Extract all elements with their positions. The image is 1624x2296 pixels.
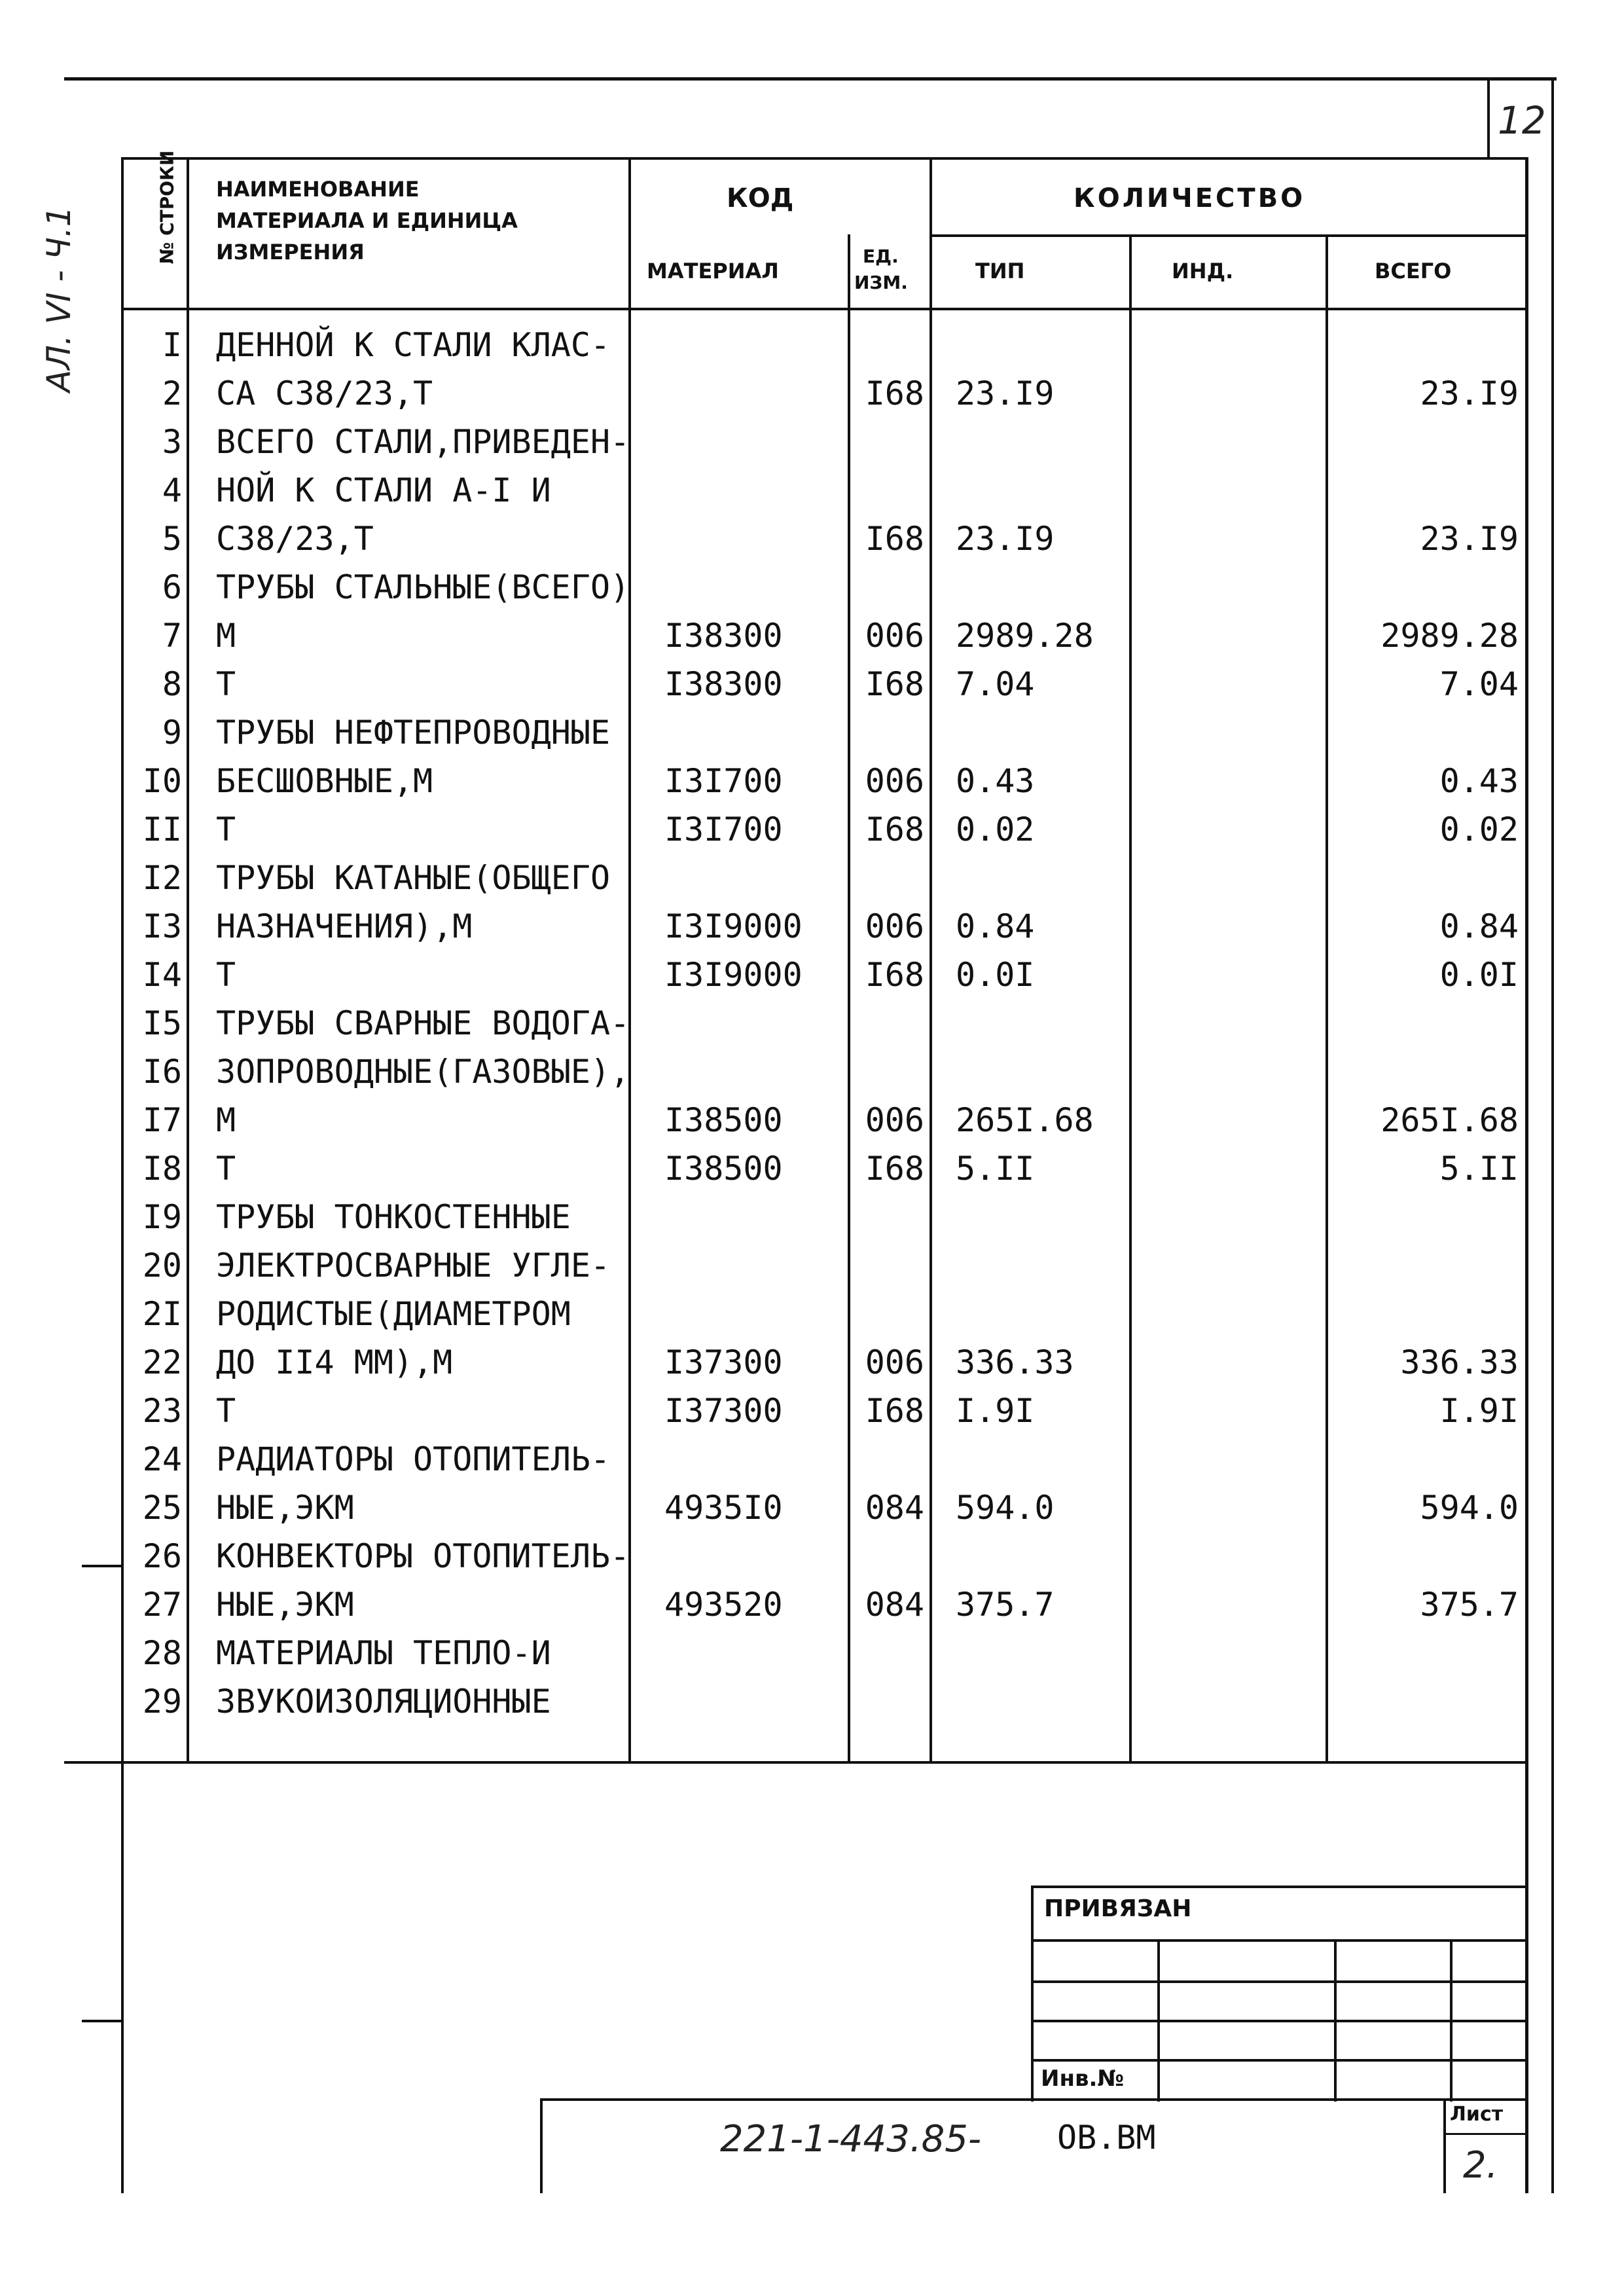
sheet-cell-left: [1443, 2098, 1446, 2193]
header-code: КОД: [727, 183, 794, 213]
material-name: ЗОПРОВОДНЫЕ(ГАЗОВЫЕ),: [216, 1053, 630, 1091]
material-code: I38500: [664, 1150, 783, 1188]
qty-type: 265I.68: [956, 1101, 1094, 1139]
material-name: Т: [216, 956, 236, 994]
row-number: 24: [142, 1440, 182, 1478]
header-type: ТИП: [975, 259, 1025, 283]
col-line-unit: [929, 157, 932, 1762]
row-number: 25: [142, 1489, 182, 1527]
stamp-line-1: [1031, 1939, 1528, 1942]
material-name: Т: [216, 1150, 236, 1188]
material-code: I3I700: [664, 762, 783, 800]
row-number: I9: [142, 1198, 182, 1236]
unit-code: I68: [865, 956, 924, 994]
qty-type: 5.II: [956, 1150, 1035, 1188]
unit-code: I68: [865, 811, 924, 848]
row-number: I0: [142, 762, 182, 800]
qty-total: 2989.28: [1380, 617, 1519, 655]
row-number: I3: [142, 907, 182, 945]
col-line-material: [848, 234, 850, 1762]
header-material: МАТЕРИАЛ: [647, 259, 779, 283]
material-name: ДО II4 ММ),М: [216, 1343, 453, 1381]
material-name: Т: [216, 1392, 236, 1430]
material-code: I38300: [664, 665, 783, 703]
stamp-vline-3: [1450, 1939, 1453, 2102]
material-name: Т: [216, 811, 236, 848]
corner-box-right-line: [1551, 77, 1554, 157]
doc-code-handwritten: 221-1-443.85-: [720, 2118, 982, 2160]
unit-code: 006: [865, 907, 924, 945]
col-line-ind: [1326, 234, 1328, 1762]
stamp-vline-1: [1157, 1939, 1160, 2102]
material-name: НЫЕ,ЭКМ: [216, 1489, 354, 1527]
row-number: I4: [142, 956, 182, 994]
material-code: 4935I0: [664, 1489, 783, 1527]
sheet-corner-number: 12: [1498, 98, 1546, 143]
material-name: НОЙ К СТАЛИ А-I И: [216, 471, 551, 509]
unit-code: I68: [865, 520, 924, 558]
header-name-line3: ИЗМЕРЕНИЯ: [216, 240, 365, 264]
material-code: I37300: [664, 1392, 783, 1430]
unit-code: 006: [865, 1101, 924, 1139]
table-bottom-line: [64, 1761, 1528, 1764]
unit-code: I68: [865, 374, 924, 412]
material-code: I38500: [664, 1101, 783, 1139]
stamp-linked-label: ПРИВЯЗАН: [1044, 1895, 1192, 1922]
unit-code: I68: [865, 1392, 924, 1430]
row-number: 22: [142, 1343, 182, 1381]
qty-type: 0.43: [956, 762, 1035, 800]
qty-total: 7.04: [1439, 665, 1519, 703]
row-number: I: [162, 326, 182, 364]
row-number: 2: [162, 374, 182, 412]
material-name: БЕСШОВНЫЕ,М: [216, 762, 433, 800]
material-name: МАТЕРИАЛЫ ТЕПЛО-И: [216, 1634, 551, 1672]
stamp-inv-no-label: Инв.№: [1041, 2066, 1125, 2092]
stamp-top-line: [1031, 1886, 1528, 1888]
qty-total: 5.II: [1439, 1150, 1519, 1188]
qty-type: 2989.28: [956, 617, 1094, 655]
top-border-line: [64, 77, 1557, 81]
qty-type: 594.0: [956, 1489, 1055, 1527]
material-name: ТРУБЫ СВАРНЫЕ ВОДОГА-: [216, 1004, 630, 1042]
row-number: 2I: [142, 1295, 182, 1333]
row-number: 7: [162, 617, 182, 655]
material-code: I37300: [664, 1343, 783, 1381]
qty-type: 0.02: [956, 811, 1035, 848]
qty-type: I.9I: [956, 1392, 1035, 1430]
row-number: 8: [162, 665, 182, 703]
row-number: 23: [142, 1392, 182, 1430]
material-name: ВСЕГО СТАЛИ,ПРИВЕДЕН-: [216, 423, 630, 461]
row-number: 29: [142, 1683, 182, 1721]
unit-code: I68: [865, 665, 924, 703]
row-number: 4: [162, 471, 182, 509]
row-number: 6: [162, 568, 182, 606]
row-number: 27: [142, 1586, 182, 1624]
material-name: М: [216, 617, 236, 655]
qty-type: 336.33: [956, 1343, 1074, 1381]
unit-code: 006: [865, 1343, 924, 1381]
header-name-line2: МАТЕРИАЛА И ЕДИНИЦА: [216, 208, 518, 233]
material-name: ТРУБЫ КАТАНЫЕ(ОБЩЕГО: [216, 859, 611, 897]
unit-code: 084: [865, 1489, 924, 1527]
row-number: 28: [142, 1634, 182, 1672]
row-number: I8: [142, 1150, 182, 1188]
qty-total: 336.33: [1400, 1343, 1519, 1381]
doc-line-top: [540, 2098, 1528, 2101]
header-row-no: № СТРОКИ: [156, 150, 178, 264]
outer-right-edge-line: [1551, 157, 1554, 2193]
unit-code: 006: [865, 762, 924, 800]
material-name: ЭЛЕКТРОСВАРНЫЕ УГЛЕ-: [216, 1247, 611, 1285]
col-line-name: [628, 157, 631, 1762]
unit-code: 084: [865, 1586, 924, 1624]
header-unit-line1: ЕД.: [863, 246, 899, 267]
row-number: I5: [142, 1004, 182, 1042]
material-name: НЫЕ,ЭКМ: [216, 1586, 354, 1624]
margin-tick-2: [82, 2020, 122, 2022]
sheet-label: Лист: [1450, 2103, 1504, 2126]
material-name: ДЕННОЙ К СТАЛИ КЛАС-: [216, 326, 611, 364]
qty-total: 0.0I: [1439, 956, 1519, 994]
material-name: ТРУБЫ СТАЛЬНЫЕ(ВСЕГО): [216, 568, 630, 606]
row-number: 3: [162, 423, 182, 461]
row-number: 9: [162, 714, 182, 752]
qty-total: 375.7: [1420, 1586, 1519, 1624]
sheet-number: 2.: [1463, 2144, 1498, 2187]
material-code: I3I700: [664, 811, 783, 848]
left-border-line: [121, 157, 124, 2193]
doc-code-typed: ОВ.ВМ: [1057, 2119, 1156, 2157]
row-number: I7: [142, 1101, 182, 1139]
side-stamp: АЛ. VI - Ч.1: [40, 206, 78, 392]
material-code: I3I9000: [664, 956, 803, 994]
material-name: Т: [216, 665, 236, 703]
stamp-line-2: [1031, 1980, 1528, 1983]
qty-total: 265I.68: [1380, 1101, 1519, 1139]
margin-tick-1: [82, 1565, 122, 1567]
material-name: С38/23,Т: [216, 520, 374, 558]
row-number: 20: [142, 1247, 182, 1285]
header-quantity: КОЛИЧЕСТВО: [1074, 183, 1306, 213]
col-line-no: [187, 157, 189, 1762]
material-name: НАЗНАЧЕНИЯ),М: [216, 907, 473, 945]
doc-line-left: [540, 2098, 543, 2193]
qty-type: 375.7: [956, 1586, 1055, 1624]
unit-code: I68: [865, 1150, 924, 1188]
qty-total: I.9I: [1439, 1392, 1519, 1430]
qty-total: 23.I9: [1420, 520, 1519, 558]
material-name: М: [216, 1101, 236, 1139]
row-number: I2: [142, 859, 182, 897]
unit-code: 006: [865, 617, 924, 655]
material-name: РАДИАТОРЫ ОТОПИТЕЛЬ-: [216, 1440, 611, 1478]
header-split-line: [929, 234, 1528, 237]
sheet-cell-mid: [1443, 2133, 1528, 2135]
row-number: 26: [142, 1537, 182, 1575]
qty-total: 0.02: [1439, 811, 1519, 848]
qty-type: 0.84: [956, 907, 1035, 945]
material-code: I38300: [664, 617, 783, 655]
material-name: ТРУБЫ ТОНКОСТЕННЫЕ: [216, 1198, 571, 1236]
table-top-line: [121, 157, 1528, 160]
header-unit-line2: ИЗМ.: [854, 272, 908, 293]
material-name: КОНВЕКТОРЫ ОТОПИТЕЛЬ-: [216, 1537, 630, 1575]
material-code: I3I9000: [664, 907, 803, 945]
row-number: I6: [142, 1053, 182, 1091]
qty-type: 0.0I: [956, 956, 1035, 994]
material-name: ТРУБЫ НЕФТЕПРОВОДНЫЕ: [216, 714, 611, 752]
qty-type: 23.I9: [956, 374, 1055, 412]
qty-total: 0.43: [1439, 762, 1519, 800]
qty-total: 594.0: [1420, 1489, 1519, 1527]
qty-total: 0.84: [1439, 907, 1519, 945]
stamp-vline-2: [1334, 1939, 1337, 2102]
qty-type: 7.04: [956, 665, 1035, 703]
stamp-line-3: [1031, 2020, 1528, 2022]
header-total: ВСЕГО: [1375, 259, 1452, 283]
corner-box-left-line: [1487, 77, 1490, 157]
qty-total: 23.I9: [1420, 374, 1519, 412]
row-number: II: [142, 811, 182, 848]
material-name: РОДИСТЫЕ(ДИАМЕТРОМ: [216, 1295, 571, 1333]
header-name-line1: НАИМЕНОВАНИЕ: [216, 177, 420, 202]
col-line-type: [1129, 234, 1132, 1762]
qty-type: 23.I9: [956, 520, 1055, 558]
material-name: СА С38/23,Т: [216, 374, 433, 412]
stamp-line-4: [1031, 2059, 1528, 2062]
row-number: 5: [162, 520, 182, 558]
header-bottom-line: [121, 308, 1528, 310]
material-name: ЗВУКОИЗОЛЯЦИОННЫЕ: [216, 1683, 551, 1721]
header-ind: ИНД.: [1172, 259, 1234, 283]
stamp-outer-left-line: [1031, 1886, 1034, 2102]
material-code: 493520: [664, 1586, 783, 1624]
